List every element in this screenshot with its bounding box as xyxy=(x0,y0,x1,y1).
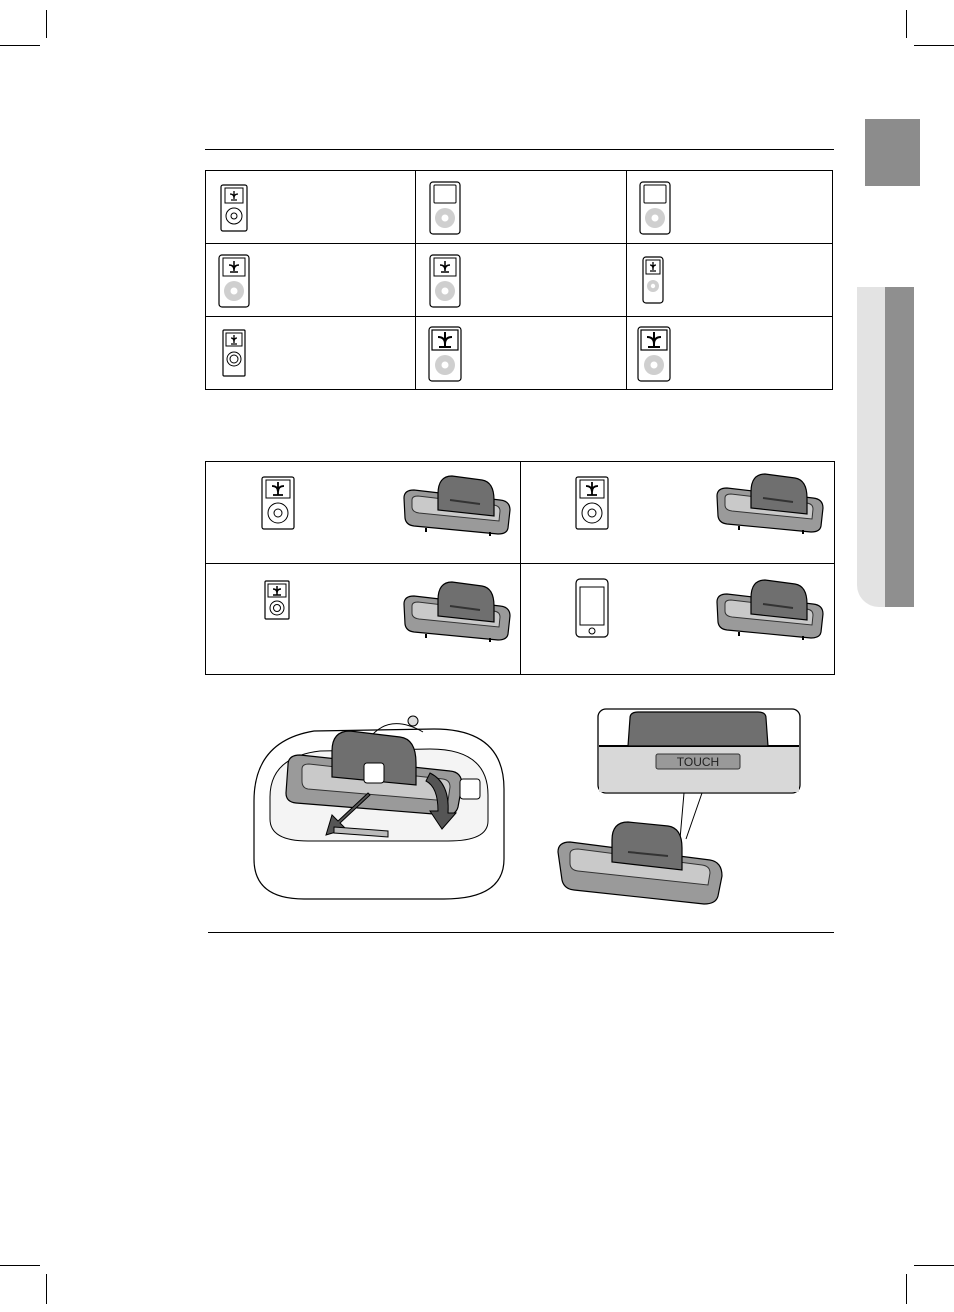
crop-mark xyxy=(906,1274,907,1304)
dock-insertion-illustration xyxy=(248,705,510,900)
ipod-video-large-icon xyxy=(637,326,671,382)
compat-cell xyxy=(416,171,627,244)
crop-mark xyxy=(914,1265,954,1266)
section-tab-light xyxy=(857,287,887,607)
bottom-rule xyxy=(208,932,834,933)
crop-mark xyxy=(46,10,47,38)
ipod-video-large-icon xyxy=(428,326,462,382)
ipod-mini-icon xyxy=(222,329,246,377)
compat-cell xyxy=(416,317,627,390)
compat-cell xyxy=(206,317,416,390)
crop-mark xyxy=(0,45,40,46)
crop-mark xyxy=(0,1265,40,1266)
crop-mark xyxy=(906,10,907,38)
adapter-table xyxy=(205,461,835,675)
ipod-nano-icon xyxy=(642,256,664,304)
ipod-photo-icon xyxy=(429,181,461,235)
compatibility-table xyxy=(205,170,833,390)
chapter-tab xyxy=(865,119,920,186)
touch-label: TOUCH xyxy=(676,755,720,769)
ipod-classic-icon xyxy=(261,476,295,530)
compat-cell xyxy=(627,317,833,390)
compat-cell xyxy=(416,244,627,317)
ipod-photo-icon xyxy=(639,181,671,235)
top-rule xyxy=(205,149,834,150)
ipod-nano-icon xyxy=(264,580,290,620)
compat-cell xyxy=(206,244,416,317)
ipod-video-icon xyxy=(429,254,461,308)
crop-mark xyxy=(914,45,954,46)
adapter-cell xyxy=(206,462,521,564)
crop-mark xyxy=(46,1274,47,1304)
dock-adapter-image xyxy=(400,470,512,540)
dock-adapter-image xyxy=(713,574,825,644)
compat-cell xyxy=(206,171,416,244)
touch-detail-illustration xyxy=(552,706,804,911)
adapter-cell xyxy=(520,462,835,564)
adapter-cell xyxy=(206,564,521,675)
iphone-icon xyxy=(575,578,609,638)
section-tab-dark xyxy=(885,287,914,607)
dock-adapter-image xyxy=(400,576,512,646)
ipod-classic-icon xyxy=(220,184,248,232)
ipod-classic-icon xyxy=(575,476,609,530)
adapter-cell xyxy=(520,564,835,675)
compat-cell xyxy=(627,244,833,317)
dock-adapter-image xyxy=(713,468,825,538)
compat-cell xyxy=(627,171,833,244)
ipod-video-icon xyxy=(218,254,250,308)
